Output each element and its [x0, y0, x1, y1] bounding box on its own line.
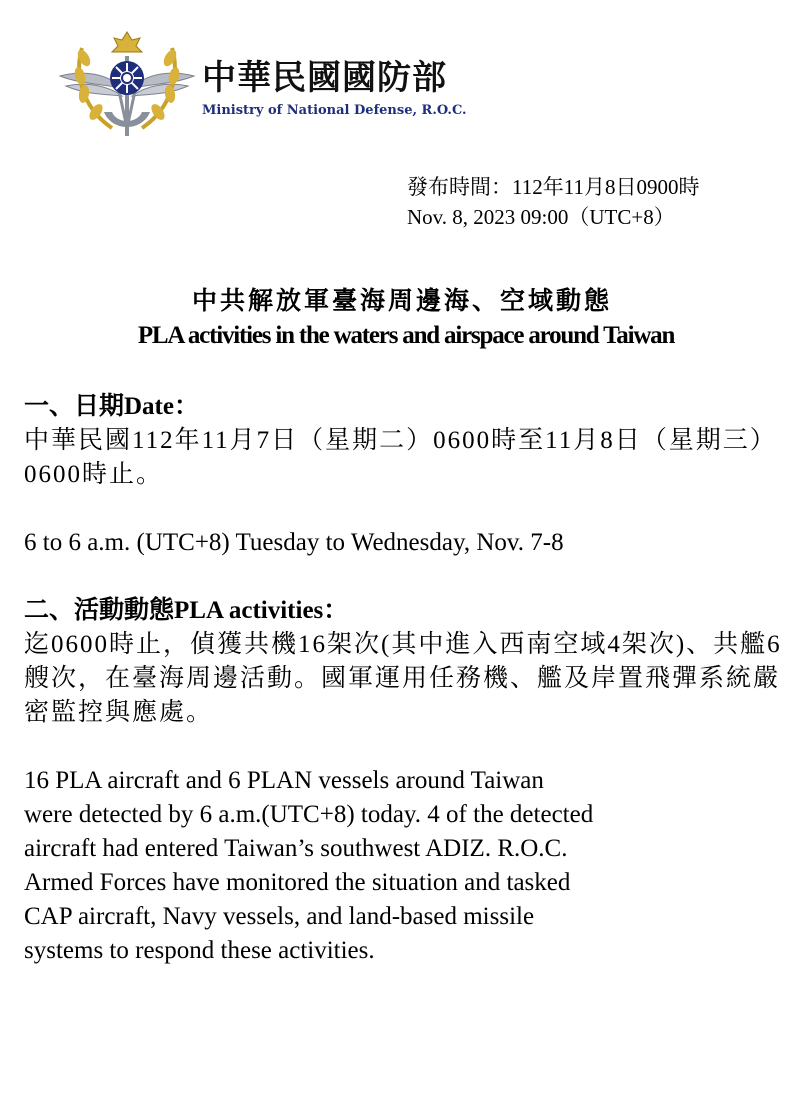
activities-en-line: systems to respond these activities. [24, 937, 375, 964]
activities-en-line: were detected by 6 a.m.(UTC+8) today. 4 of the detected [24, 801, 594, 828]
activities-en-line: aircraft had entered Taiwan’s southwest ADIZ. R.O.C. [24, 835, 568, 862]
section-activities-zh: 迄0600時止，偵獲共機16架次(其中進入西南空域4架次)、共艦6艘次，在臺海周邊活動。國軍運用任務機、艦及岸置飛彈系統嚴密監控與應處。 [24, 631, 782, 726]
document-body [24, 390, 784, 968]
section-date-zh: 中華民國112年11月7日（星期二）0600時至11月8日（星期三）0600時止。 [24, 427, 777, 488]
section-date-heading: 一、日期Date： [24, 393, 199, 420]
release-time-zh: 發布時間：112年11月8日0900時 [407, 175, 700, 199]
title-en: PLA activities in the waters and airspace around Taiwan [137, 322, 675, 349]
activities-en-line: 16 PLA aircraft and 6 PLAN vessels around Taiwan [24, 767, 544, 794]
section-activities-heading: 二、活動動態PLA activities： [24, 597, 349, 624]
org-name-zh: 中華民國國防部 [202, 58, 447, 98]
title-zh: 中共解放軍臺海周邊海、空域動態 [191, 288, 612, 315]
document-title [0, 285, 794, 353]
org-name-en: Ministry of National Defense, R.O.C. [202, 103, 467, 118]
activities-en-line: CAP aircraft, Navy vessels, and land-based missile [24, 903, 535, 930]
release-time-en: Nov. 8, 2023 09:00（UTC+8） [407, 205, 675, 229]
activities-en-line: Armed Forces have monitored the situation and tasked [24, 869, 571, 896]
section-date-en: 6 to 6 a.m. (UTC+8) Tuesday to Wednesday, Nov. 7-8 [24, 529, 564, 556]
release-time [407, 172, 699, 232]
section-activities-en [24, 764, 784, 968]
mnd-emblem-icon [52, 28, 202, 146]
